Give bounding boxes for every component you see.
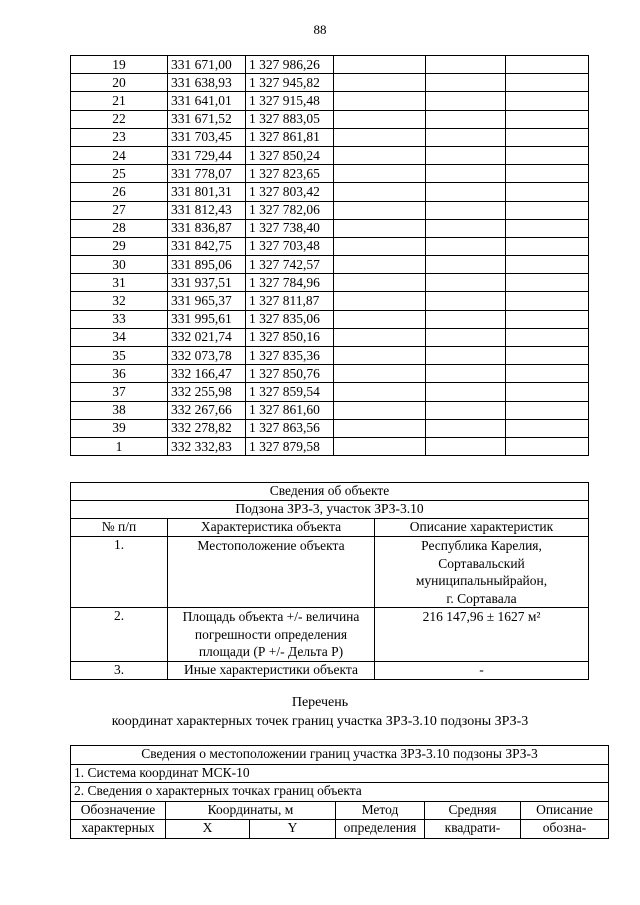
point-number: 20 (71, 74, 168, 92)
text-line: площади (Р +/- Дельта Р) (198, 644, 344, 659)
boundaries-table (70, 745, 609, 839)
coordinate-row (71, 401, 589, 419)
empty-cell (426, 56, 506, 74)
coordinate-row (71, 201, 589, 219)
empty-cell (334, 419, 426, 437)
empty-cell (506, 183, 589, 201)
coordinate-row (71, 183, 589, 201)
bounds-title-row (71, 746, 609, 765)
x-coordinate: 331 842,75 (168, 237, 246, 255)
empty-cell (426, 128, 506, 146)
coordinate-row (71, 237, 589, 255)
bounds-header-row (71, 801, 609, 820)
x-coordinate: 332 278,82 (168, 419, 246, 437)
row-number: 3. (71, 661, 168, 679)
header-rms: Средняя (425, 801, 521, 820)
header-coordinates: Координаты, м (166, 801, 336, 820)
header-x: X (166, 820, 250, 839)
coordinate-row (71, 128, 589, 146)
empty-cell (426, 347, 506, 365)
empty-cell (334, 328, 426, 346)
point-number: 39 (71, 419, 168, 437)
point-number: 1 (71, 437, 168, 455)
text-line: Республика Карелия, (421, 538, 542, 553)
y-coordinate: 1 327 850,76 (246, 365, 334, 383)
object-info-subtitle-row (71, 501, 589, 519)
empty-cell (506, 310, 589, 328)
y-coordinate: 1 327 738,40 (246, 219, 334, 237)
empty-cell (506, 383, 589, 401)
empty-cell (334, 383, 426, 401)
coordinate-row (71, 383, 589, 401)
empty-cell (426, 383, 506, 401)
list-caption-title: Перечень (291, 695, 349, 710)
empty-cell (506, 328, 589, 346)
text-line: г. Сортавала (446, 590, 517, 606)
empty-cell (506, 256, 589, 274)
empty-cell (426, 237, 506, 255)
coordinate-row (71, 219, 589, 237)
coordinate-row (71, 146, 589, 164)
empty-cell (506, 201, 589, 219)
empty-cell (506, 146, 589, 164)
row-number: 1. (71, 537, 168, 608)
empty-cell (334, 183, 426, 201)
empty-cell (334, 219, 426, 237)
empty-cell (506, 74, 589, 92)
empty-cell (506, 365, 589, 383)
x-coordinate: 332 255,98 (168, 383, 246, 401)
y-coordinate: 1 327 835,06 (246, 310, 334, 328)
text-line: Сортавальский (438, 555, 525, 571)
header-rms-cont: квадрати- (425, 820, 521, 839)
x-coordinate: 331 671,52 (168, 110, 246, 128)
y-coordinate: 1 327 859,54 (246, 383, 334, 401)
empty-cell (426, 92, 506, 110)
text-line: Площадь объекта +/- величина (182, 609, 360, 624)
list-caption-subtitle: координат характерных точек границ участка ЗРЗ-3.10 подзоны ЗРЗ-3 (111, 714, 529, 729)
x-coordinate: 331 812,43 (168, 201, 246, 219)
x-coordinate: 331 895,06 (168, 256, 246, 274)
coordinate-row (71, 419, 589, 437)
bounds-item-row (71, 764, 609, 783)
y-coordinate: 1 327 811,87 (246, 292, 334, 310)
empty-cell (334, 274, 426, 292)
header-designation: Обозначение (71, 801, 166, 820)
x-coordinate: 331 671,00 (168, 56, 246, 74)
empty-cell (426, 256, 506, 274)
empty-cell (506, 110, 589, 128)
header-characteristic: Характеристика объекта (168, 519, 375, 537)
point-number: 36 (71, 365, 168, 383)
object-info-table (70, 482, 589, 680)
y-coordinate: 1 327 703,48 (246, 237, 334, 255)
empty-cell (334, 92, 426, 110)
row-description (375, 608, 589, 662)
point-number: 19 (71, 56, 168, 74)
empty-cell (334, 292, 426, 310)
object-info-subtitle: Подзона ЗРЗ-3, участок ЗРЗ-3.10 (71, 501, 589, 519)
point-number: 27 (71, 201, 168, 219)
bounds-title: Сведения о местоположении границ участка ЗРЗ-3.10 подзоны ЗРЗ-3 (71, 746, 609, 765)
x-coordinate: 332 267,66 (168, 401, 246, 419)
empty-cell (334, 437, 426, 455)
point-number: 22 (71, 110, 168, 128)
y-coordinate: 1 327 742,57 (246, 256, 334, 274)
x-coordinate: 331 937,51 (168, 274, 246, 292)
row-characteristic (168, 608, 375, 662)
empty-cell (334, 201, 426, 219)
y-coordinate: 1 327 986,26 (246, 56, 334, 74)
text-line: муниципальныйрайон, (415, 573, 548, 588)
x-coordinate: 332 332,83 (168, 437, 246, 455)
object-info-row (71, 661, 589, 679)
empty-cell (334, 74, 426, 92)
x-coordinate: 331 801,31 (168, 183, 246, 201)
empty-cell (506, 56, 589, 74)
bounds-header-row (71, 820, 609, 839)
point-number: 21 (71, 92, 168, 110)
y-coordinate: 1 327 782,06 (246, 201, 334, 219)
point-number: 29 (71, 237, 168, 255)
empty-cell (506, 419, 589, 437)
y-coordinate: 1 327 784,96 (246, 274, 334, 292)
y-coordinate: 1 327 823,65 (246, 165, 334, 183)
empty-cell (426, 219, 506, 237)
empty-cell (426, 328, 506, 346)
empty-cell (334, 256, 426, 274)
y-coordinate: 1 327 883,05 (246, 110, 334, 128)
coordinate-row (71, 110, 589, 128)
empty-cell (506, 92, 589, 110)
empty-cell (426, 110, 506, 128)
empty-cell (426, 419, 506, 437)
point-number: 35 (71, 347, 168, 365)
x-coordinate: 331 641,01 (168, 92, 246, 110)
header-description: Описание (521, 801, 609, 820)
y-coordinate: 1 327 945,82 (246, 74, 334, 92)
empty-cell (506, 165, 589, 183)
header-y: Y (250, 820, 336, 839)
empty-cell (426, 165, 506, 183)
x-coordinate: 331 836,87 (168, 219, 246, 237)
coordinate-row (71, 328, 589, 346)
coordinate-row (71, 256, 589, 274)
text-line: 216 147,96 ± 1627 м² (422, 609, 541, 624)
point-number: 38 (71, 401, 168, 419)
x-coordinate: 331 729,44 (168, 146, 246, 164)
point-number: 28 (71, 219, 168, 237)
object-info-title-row (71, 483, 589, 501)
empty-cell (334, 110, 426, 128)
empty-cell (334, 237, 426, 255)
empty-cell (506, 219, 589, 237)
empty-cell (426, 365, 506, 383)
empty-cell (506, 128, 589, 146)
y-coordinate: 1 327 850,16 (246, 328, 334, 346)
coordinate-row (71, 292, 589, 310)
empty-cell (334, 146, 426, 164)
point-number: 26 (71, 183, 168, 201)
empty-cell (506, 274, 589, 292)
x-coordinate: 332 166,47 (168, 365, 246, 383)
y-coordinate: 1 327 861,81 (246, 128, 334, 146)
object-info-row (71, 608, 589, 662)
empty-cell (334, 128, 426, 146)
empty-cell (334, 347, 426, 365)
header-description: Описание характеристик (375, 519, 589, 537)
empty-cell (334, 310, 426, 328)
x-coordinate: 331 995,61 (168, 310, 246, 328)
coordinates-table (70, 55, 589, 456)
page-number: 88 (313, 22, 327, 37)
point-number: 25 (71, 165, 168, 183)
empty-cell (506, 237, 589, 255)
row-number: 2. (71, 608, 168, 662)
object-info-row (71, 537, 589, 608)
point-number: 33 (71, 310, 168, 328)
header-number: № п/п (71, 519, 168, 537)
x-coordinate: 332 073,78 (168, 347, 246, 365)
empty-cell (426, 292, 506, 310)
point-number: 30 (71, 256, 168, 274)
empty-cell (426, 310, 506, 328)
row-description (375, 537, 589, 608)
point-number: 32 (71, 292, 168, 310)
y-coordinate: 1 327 915,48 (246, 92, 334, 110)
points-info: 2. Сведения о характерных точках границ объекта (71, 783, 609, 802)
object-info-title: Сведения об объекте (71, 483, 589, 501)
empty-cell (334, 401, 426, 419)
header-description-cont: обозна- (521, 820, 609, 839)
empty-cell (426, 183, 506, 201)
x-coordinate: 331 703,45 (168, 128, 246, 146)
y-coordinate: 1 327 850,24 (246, 146, 334, 164)
x-coordinate: 331 965,37 (168, 292, 246, 310)
empty-cell (506, 292, 589, 310)
empty-cell (426, 274, 506, 292)
row-description: - (375, 661, 589, 679)
point-number: 24 (71, 146, 168, 164)
coordinate-row (71, 92, 589, 110)
x-coordinate: 331 638,93 (168, 74, 246, 92)
y-coordinate: 1 327 863,56 (246, 419, 334, 437)
empty-cell (426, 146, 506, 164)
coordinate-system: 1. Система координат МСК-10 (71, 764, 609, 783)
empty-cell (426, 201, 506, 219)
coordinate-row (71, 165, 589, 183)
y-coordinate: 1 327 861,60 (246, 401, 334, 419)
empty-cell (506, 437, 589, 455)
empty-cell (426, 74, 506, 92)
empty-cell (506, 347, 589, 365)
empty-cell (426, 401, 506, 419)
object-info-header-row (71, 519, 589, 537)
bounds-item-row (71, 783, 609, 802)
header-method-cont: определения (336, 820, 425, 839)
empty-cell (426, 437, 506, 455)
point-number: 37 (71, 383, 168, 401)
text-line: Местоположение объекта (197, 538, 345, 553)
row-characteristic (168, 537, 375, 608)
coordinate-row (71, 56, 589, 74)
point-number: 34 (71, 328, 168, 346)
point-number: 31 (71, 274, 168, 292)
header-method: Метод (336, 801, 425, 820)
point-number: 23 (71, 128, 168, 146)
header-designation-cont: характерных (71, 820, 166, 839)
empty-cell (334, 365, 426, 383)
x-coordinate: 331 778,07 (168, 165, 246, 183)
coordinate-row (71, 274, 589, 292)
coordinate-row (71, 365, 589, 383)
y-coordinate: 1 327 879,58 (246, 437, 334, 455)
empty-cell (334, 165, 426, 183)
y-coordinate: 1 327 835,36 (246, 347, 334, 365)
x-coordinate: 332 021,74 (168, 328, 246, 346)
coordinate-row (71, 347, 589, 365)
coordinate-row (71, 437, 589, 455)
coordinate-row (71, 310, 589, 328)
text-line: погрешности определения (194, 626, 348, 642)
empty-cell (506, 401, 589, 419)
row-characteristic: Иные характеристики объекта (168, 661, 375, 679)
y-coordinate: 1 327 803,42 (246, 183, 334, 201)
empty-cell (334, 56, 426, 74)
coordinate-row (71, 74, 589, 92)
